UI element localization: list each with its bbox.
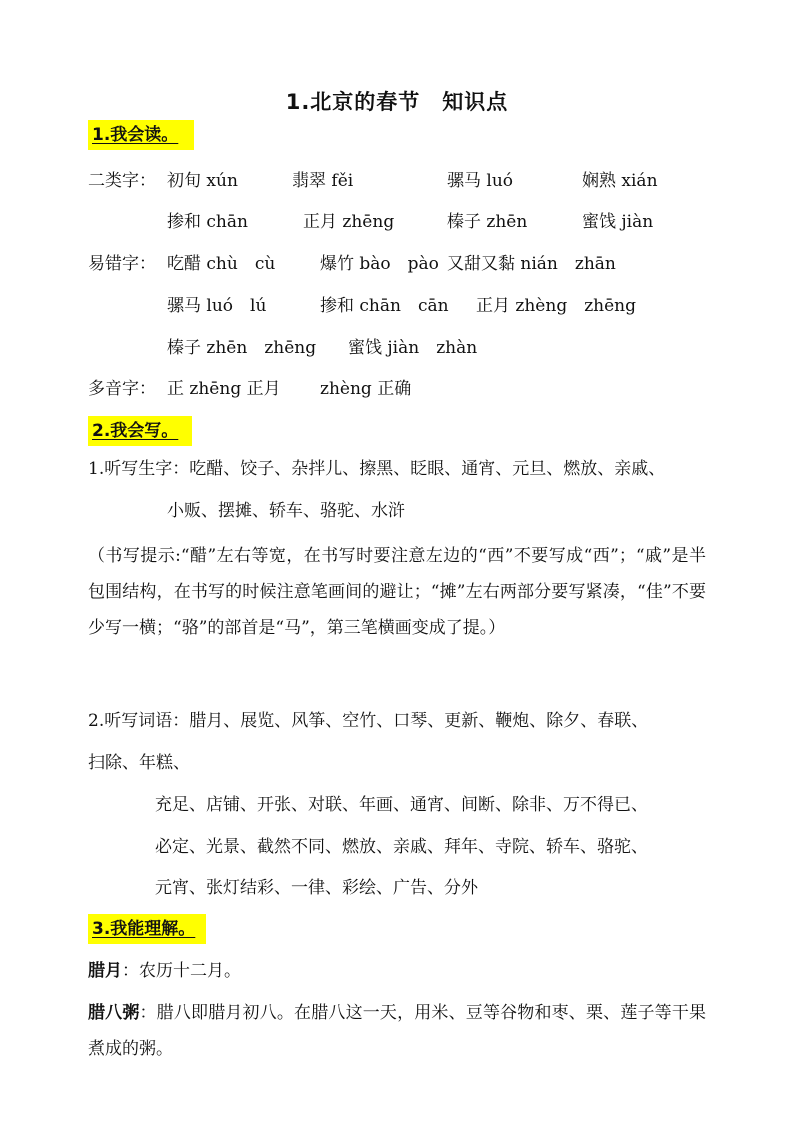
erleizi-item: 骡马 luó: [447, 171, 514, 191]
erleizi-item: 蜜饯 jiàn: [582, 212, 654, 232]
yicuozi-item: 掺和 chān cān: [320, 296, 449, 316]
erleizi-item: 正月 zhēng: [303, 212, 395, 232]
erleizi-item: 榛子 zhēn: [447, 212, 528, 232]
dictation-words-line: 必定、光景、截然不同、燃放、亲戚、拜年、寺院、轿车、骆驼、: [155, 837, 648, 857]
definition-text: ：农历十二月。: [122, 961, 241, 981]
duoyinzi-text: 正 zhēng 正月: [167, 379, 281, 399]
yicuozi-item: 又甜又黏 nián zhān: [447, 254, 616, 274]
yicuozi-item: 正月 zhèng zhēng: [476, 296, 636, 316]
erleizi-item: 娴熟 xián: [582, 171, 658, 191]
section-heading-read: 1.我会读。: [88, 120, 194, 150]
dictation-characters-line: 1.听写生字：吃醋、饺子、杂拌儿、擦黑、眨眼、通宵、元旦、燃放、亲戚、: [88, 459, 666, 479]
yicuozi-label: 易错字：: [88, 254, 156, 274]
dictation-words-line: 元宵、张灯结彩、一律、彩绘、广告、分外: [155, 878, 478, 898]
duoyinzi-text: zhèng 正确: [320, 379, 412, 399]
definition-item: [88, 960, 241, 982]
dictation-words-line: 扫除、年糕、: [88, 753, 190, 773]
dictation-words-line: 充足、店铺、开张、对联、年画、通宵、间断、除非、万不得已、: [155, 795, 648, 815]
definition-term: 腊八粥: [88, 1003, 140, 1023]
duoyinzi-label: 多音字：: [88, 379, 156, 399]
yicuozi-item: 吃醋 chù cù: [167, 254, 276, 274]
definition-item: [88, 995, 706, 1067]
erleizi-item: 初旬 xún: [167, 171, 238, 191]
page-title: 1.北京的春节 知识点: [285, 90, 509, 114]
yicuozi-item: 爆竹 bào pào: [320, 254, 439, 274]
section-heading-understand: 3.我能理解。: [88, 914, 206, 944]
erleizi-label: 二类字：: [88, 171, 156, 191]
yicuozi-item: 蜜饯 jiàn zhàn: [348, 338, 478, 358]
yicuozi-item: 榛子 zhēn zhēng: [167, 338, 317, 358]
erleizi-item: 掺和 chān: [167, 212, 248, 232]
dictation-characters-line: 小贩、摆摊、轿车、骆驼、水浒: [167, 501, 405, 521]
erleizi-item: 翡翠 fěi: [292, 171, 354, 191]
section-heading-write: 2.我会写。: [88, 416, 192, 446]
definition-text: ：腊八即腊月初八。在腊八这一天，用米、豆等谷物和枣、栗、莲子等干果煮成的粥。: [88, 1003, 706, 1059]
writing-tip: （书写提示:“醋”左右等宽，在书写时要注意左边的“西”不要写成“西”；“戚”是半包围结构，在书写的时候注意笔画间的避让；“摊”左右两部分要写紧凑，“佳”不要少写一横；“骆”的部首是“马”，第三笔横画变成了提。）: [88, 546, 706, 638]
dictation-words-line: 2.听写词语：腊月、展览、风筝、空竹、口琴、更新、鞭炮、除夕、春联、: [88, 711, 649, 731]
definition-term: 腊月: [88, 961, 122, 981]
yicuozi-item: 骡马 luó lú: [167, 296, 267, 316]
